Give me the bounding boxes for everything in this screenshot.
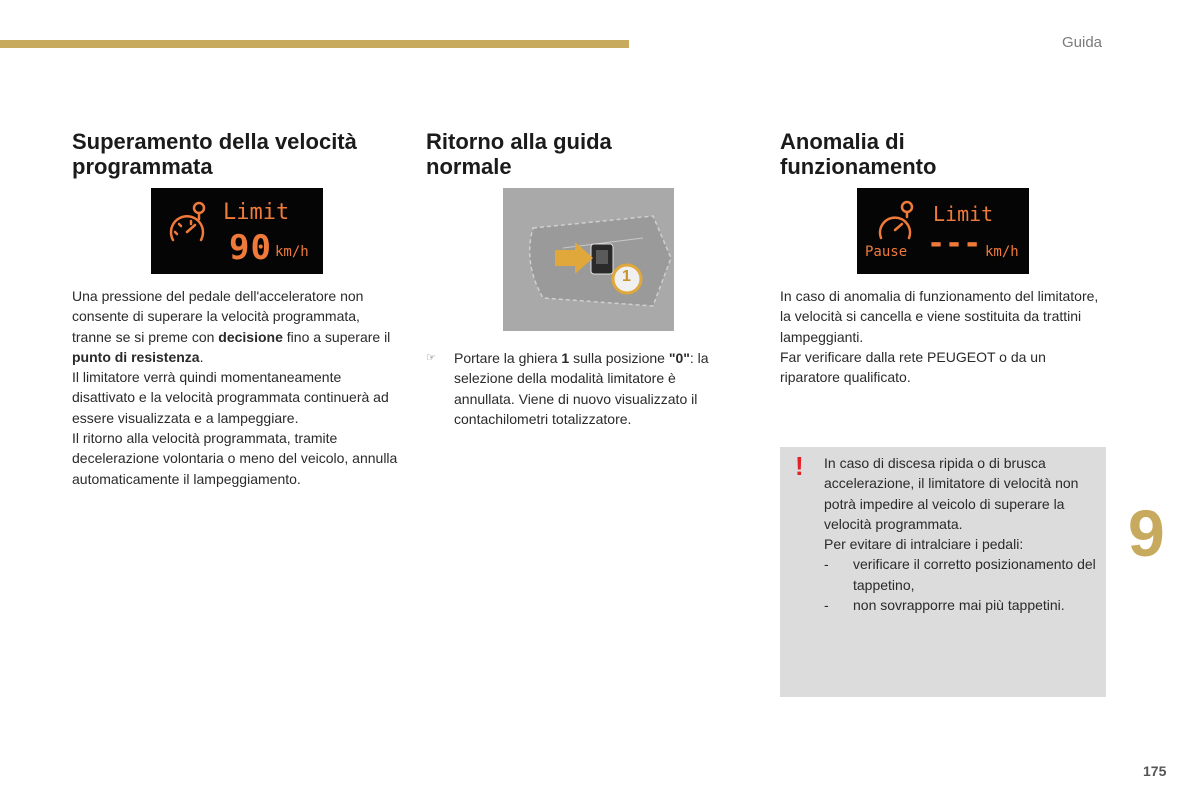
- warning-paragraph-1: In caso di discesa ripida o di brusca accelerazione, il limitatore di velocità non potrà impedire al veicolo di superare la velocità programmata.: [824, 455, 1079, 532]
- warning-text: [824, 453, 1104, 615]
- speed-limit-display: [151, 188, 323, 274]
- pause-label: Pause: [865, 244, 908, 260]
- warning-list-text: non sovrapporre mai più tappetini.: [853, 597, 1065, 614]
- speed-unit: km/h: [985, 244, 1019, 260]
- speed-value: 90: [229, 228, 272, 268]
- steering-stalk-photo: [503, 188, 674, 331]
- column1-paragraph-3: Il ritorno alla velocità programmata, tramite decelerazione volontaria o meno del veicolo, annulla automaticamente il lampeggiamento.: [72, 430, 398, 487]
- column1-paragraph-1: Una pressione del pedale dell'acceleratore non consente di superare la velocità programmata, tranne se si preme con decisione fino a superare il punto di resistenza.: [72, 288, 391, 365]
- callout-number: 1: [622, 268, 631, 285]
- limit-label: Limit: [933, 202, 994, 226]
- column1-title: Superamento della velocità programmata: [72, 129, 357, 179]
- warning-list-item: [824, 595, 1104, 615]
- page-number: 175: [1143, 763, 1167, 779]
- warning-list-text: verificare il corretto posizionamento del tappetino,: [853, 556, 1096, 593]
- stalk-illustration: [503, 188, 674, 331]
- column2-instruction: [426, 348, 731, 429]
- chapter-number: 9: [1128, 496, 1165, 570]
- exclamation-warning-icon: !: [795, 451, 804, 481]
- column3-title: Anomalia di funzionamento: [780, 129, 937, 179]
- dashed-speed-value: ---: [927, 226, 982, 261]
- pointing-hand-icon: ☞: [426, 352, 436, 364]
- column2-title: Ritorno alla guida normale: [426, 129, 612, 179]
- speed-unit: km/h: [275, 244, 309, 260]
- limit-label: Limit: [223, 200, 290, 225]
- header-accent-bar: [0, 40, 629, 48]
- column1-paragraph-2: Il limitatore verrà quindi momentaneamente disattivato e la velocità programmata continuerà ad essere visualizzata e a lampeggiare.: [72, 369, 389, 426]
- section-name: Guida: [1062, 34, 1103, 51]
- column3-body: [780, 286, 1100, 387]
- column3-paragraph-1: In caso di anomalia di funzionamento del limitatore, la velocità si cancella e viene sostituita da trattini lampeggianti.: [780, 288, 1099, 345]
- column1-body: [72, 286, 402, 489]
- column3-paragraph-2: Far verificare dalla rete PEUGEOT o da un riparatore qualificato.: [780, 348, 1046, 386]
- warning-list-item: [824, 554, 1104, 595]
- instruction-text: Portare la ghiera 1 sulla posizione "0": la selezione della modalità limitatore è annullata. Viene di nuovo visualizzato il contachilometri totalizzatore.: [454, 350, 709, 427]
- dash-marker: -: [824, 556, 829, 573]
- warning-paragraph-2: Per evitare di intralciare i pedali:: [824, 536, 1024, 553]
- fault-display: [857, 188, 1029, 274]
- dash-marker: -: [824, 597, 829, 614]
